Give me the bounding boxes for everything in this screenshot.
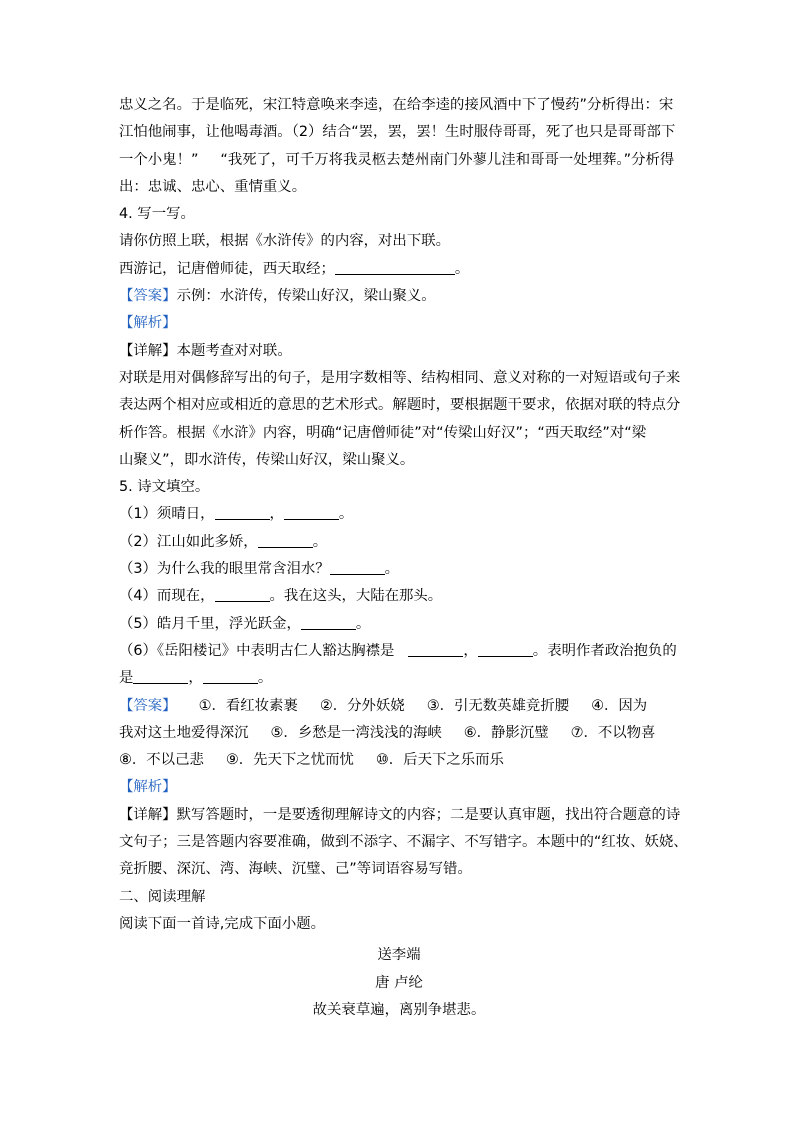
poem-line: 故关衰草遍，离别争堪悲。 (312, 1001, 486, 1018)
answer-blank (133, 667, 188, 684)
punct: 。 (312, 533, 328, 550)
answer-blank (335, 258, 455, 275)
answer-item: ⑧．不以己悲 (119, 752, 204, 769)
answer-tag: 【答案】 (119, 288, 177, 305)
text-line: 出：忠诚、忠心、重情重义。 (119, 178, 307, 195)
fill-item-3 (119, 556, 679, 583)
answer-line (119, 693, 679, 720)
item-text: （3）为什么我的眼里常含泪水？ (119, 561, 330, 578)
poem-author: 唐 卢纶 (375, 974, 423, 991)
detail-text: 本题考查对对联。 (176, 342, 292, 359)
fill-item-1 (119, 501, 679, 528)
question-5-title: 5. 诗文填空。 (119, 479, 210, 496)
analysis-tag: 【解析】 (119, 779, 177, 796)
punct: ， (463, 642, 478, 659)
text-segment: 一个小鬼！” (119, 151, 199, 168)
answer-line (119, 747, 679, 774)
text-line: 竞折腰、深沉、湾、海峡、沉璧、己”等词语容易写错。 (119, 861, 472, 878)
detail-tag: 【详解】 (119, 806, 177, 823)
text-line: 江怕他闹事，让他喝毒酒。（2）结合“罢，罢，罢！生时服侍哥哥，死了也只是哥哥部下 (119, 124, 676, 141)
text-line: 表达两个相对应或相近的意思的艺术形式。解题时，要根据题干要求，依据对联的特点分 (119, 397, 681, 414)
answer-blank (258, 531, 313, 548)
item-text: （1）须晴日， (119, 506, 215, 523)
answer-line (119, 283, 679, 310)
fill-item-6 (119, 638, 679, 665)
punct: ， (188, 670, 203, 687)
text-line: 对联是用对偶修辞写出的句子，是用字数相等、结构相同、意义对称的一对短语或句子来 (119, 369, 681, 386)
punct: ， (269, 506, 284, 523)
answer-text: 示例：水浒传，传梁山好汉，梁山聚义。 (176, 288, 436, 305)
answer-item: ⑥．静影沉璧 (463, 724, 549, 741)
punct: 。 (355, 615, 371, 632)
answer-item: ⑦．不以物喜 (570, 724, 656, 741)
fill-item-6-cont (119, 665, 679, 692)
item-text: （6）《岳阳楼记》中表明古仁人豁达胸襟是 (119, 642, 395, 659)
text-line (119, 147, 679, 174)
detail-line (119, 802, 679, 829)
couplet-upper: 西游记，记唐僧师徒，西天取经； (119, 260, 335, 277)
item-text: （5）皓月千里，浮光跃金， (119, 615, 301, 632)
text-line: 析作答。根据《水浒》内容，明确“记唐僧师徒”对“传梁山好汉”；“西天取经”对“梁 (119, 424, 647, 441)
punct: 。 (384, 561, 400, 578)
answer-item: ①．看红妆素裹 (198, 697, 298, 714)
section-title: 二、阅读理解 (119, 888, 206, 905)
answer-item: ⑩．后天下之乐而乐 (375, 752, 504, 769)
section-prompt: 阅读下面一首诗,完成下面小题。 (119, 915, 326, 932)
answer-blank (330, 558, 385, 575)
question-4-prompt: 请你仿照上联，根据《水浒传》的内容，对出下联。 (119, 233, 450, 250)
answer-item: ⑨．先天下之忧而忧 (225, 752, 354, 769)
item-text: 。表明作者政治抱负的 (532, 642, 677, 659)
poem-title: 送李端 (377, 947, 421, 964)
detail-tag: 【详解】 (119, 342, 177, 359)
detail-line (119, 338, 679, 365)
answer-line (119, 720, 679, 747)
answer-blank (284, 503, 339, 520)
punct: 。 (338, 506, 354, 523)
text-segment: “我死了，可千万将我灵柩去楚州南门外蓼儿洼和哥哥一处埋葬。”分析得 (220, 151, 675, 168)
item-text: （2）江山如此多娇， (119, 533, 258, 550)
answer-item: ⑤．乡愁是一湾浅浅的海峡 (270, 724, 442, 741)
question-4-title: 4. 写一写。 (119, 206, 195, 223)
text-line: 忠义之名。于是临死，宋江特意唤来李逵，在给李逵的接风酒中下了慢药”分析得出：宋 (119, 97, 674, 113)
fill-item-2 (119, 529, 679, 556)
answer-blank (408, 640, 463, 657)
answer-blank (301, 613, 356, 630)
punct: 。 (454, 260, 470, 277)
item-text: 。我在这头，大陆在那头。 (269, 588, 443, 605)
fill-item-5 (119, 611, 679, 638)
answer-blank (215, 585, 270, 602)
fill-item-4 (119, 583, 679, 610)
text-line: 山聚义”，即水浒传，传梁山好汉，梁山聚义。 (119, 451, 415, 468)
answer-blank (203, 667, 258, 684)
answer-blank (478, 640, 533, 657)
answer-item: ③．引无数英雄竞折腰 (426, 697, 570, 714)
item-text: 是 (119, 670, 134, 687)
analysis-tag: 【解析】 (119, 315, 177, 332)
item-text: （4）而现在， (119, 588, 215, 605)
couplet-line (119, 256, 679, 283)
answer-item: 我对这土地爱得深沉 (119, 724, 249, 741)
document-page (119, 92, 688, 1024)
answer-blank (215, 503, 270, 520)
punct: 。 (257, 670, 273, 687)
detail-text: 默写答题时，一是要透彻理解诗文的内容；二是要认真审题，找出符合题意的诗 (176, 806, 681, 823)
answer-tag: 【答案】 (119, 697, 177, 714)
answer-item: ②．分外妖娆 (319, 697, 405, 714)
text-line: 文句子；三是答题内容要准确，做到不添字、不漏字、不写错字。本题中的“红妆、妖娆、 (119, 834, 688, 851)
answer-item: ④．因为 (591, 697, 648, 714)
